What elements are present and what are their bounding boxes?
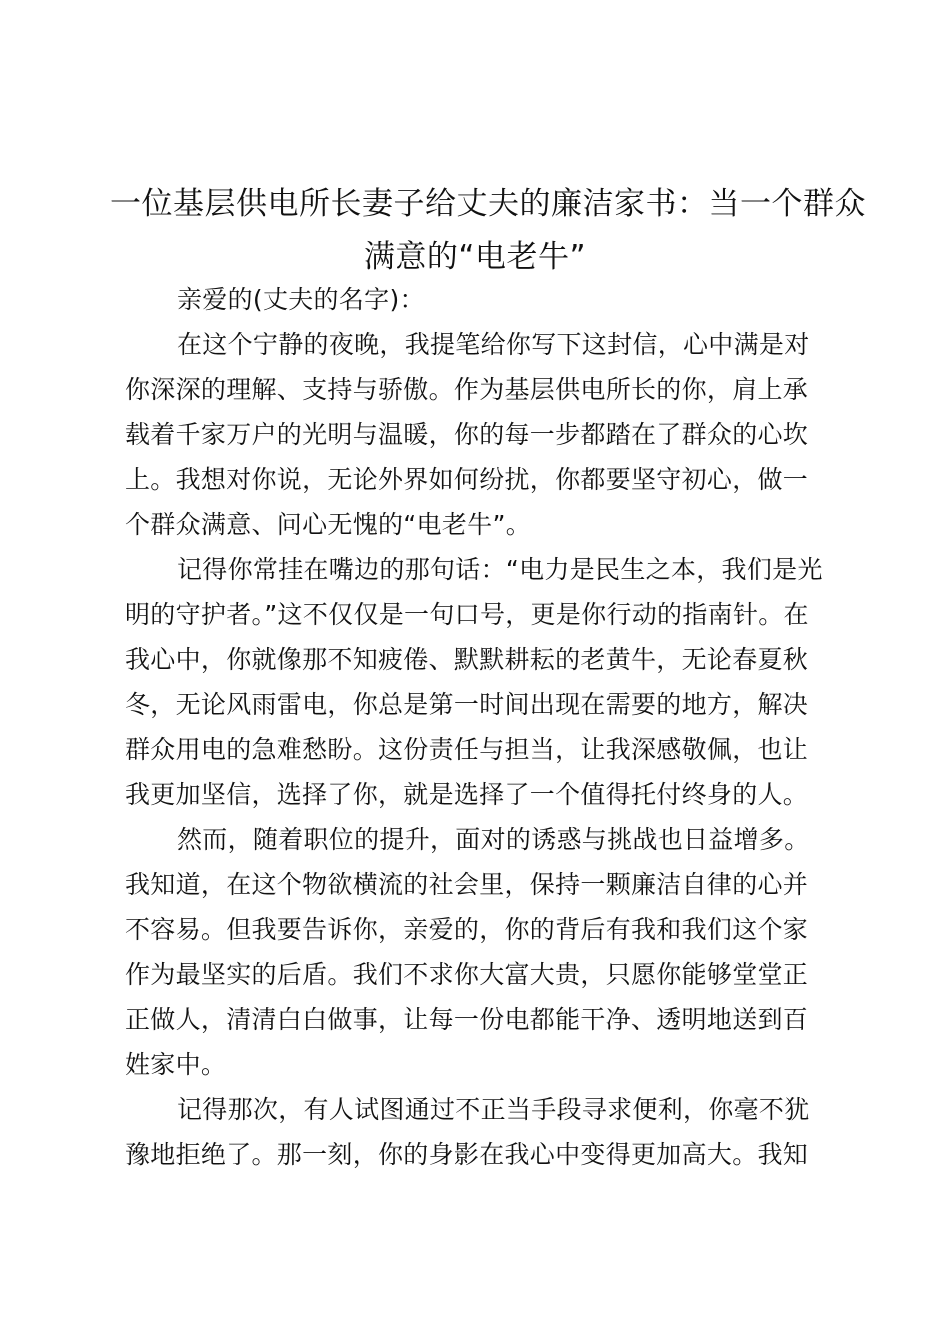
paragraph-line: 正做人，清清白白做事，让每一份电都能干净、透明地送到百 [125, 1005, 809, 1034]
paragraph-line: 群众用电的急难愁盼。这份责任与担当，让我深感敬佩，也让 [125, 735, 809, 764]
paragraph-line: 然而，随着职位的提升，面对的诱惑与挑战也日益增多。 [177, 825, 810, 854]
paragraph-line: 我心中，你就像那不知疲倦、默默耕耘的老黄牛，无论春夏秋 [125, 645, 809, 674]
paragraph-line: 我知道，在这个物欲横流的社会里，保持一颗廉洁自律的心并 [125, 870, 809, 899]
title-line: 一位基层供电所长妻子给丈夫的廉洁家书：当一个群众 [110, 186, 866, 222]
paragraph-line: 冬，无论风雨雷电，你总是第一时间出现在需要的地方，解决 [125, 690, 809, 719]
paragraph-line: 不容易。但我要告诉你，亲爱的，你的背后有我和我们这个家 [125, 915, 809, 944]
paragraph-line: 姓家中。 [125, 1050, 227, 1079]
paragraph-line: 记得你常挂在嘴边的那句话：“电力是民生之本，我们是光 [177, 555, 823, 584]
paragraph [125, 1087, 829, 1177]
paragraph-line: 个群众满意、问心无愧的“电老牛”。 [125, 510, 532, 539]
paragraph-line: 作为最坚实的后盾。我们不求你大富大贵，只愿你能够堂堂正 [125, 960, 809, 989]
title-line: 满意的“电老牛” [363, 239, 587, 275]
document-title [110, 178, 866, 284]
paragraph-line: 记得那次，有人试图通过不正当手段寻求便利，你毫不犹 [177, 1095, 810, 1124]
paragraph-line: 上。我想对你说，无论外界如何纷扰，你都要坚守初心，做一 [125, 465, 809, 494]
paragraph-line: 你深深的理解、支持与骄傲。作为基层供电所长的你，肩上承 [125, 375, 809, 404]
paragraph [125, 817, 829, 1087]
paragraph-line: 我更加坚信，选择了你，就是选择了一个值得托付终身的人。 [125, 780, 809, 809]
paragraph [125, 322, 829, 547]
paragraph-line: 明的守护者。”这不仅仅是一句口号，更是你行动的指南针。在 [125, 600, 809, 629]
paragraph-line: 在这个宁静的夜晚，我提笔给你写下这封信，心中满是对 [177, 330, 810, 359]
letter-body [125, 277, 829, 1177]
salutation: 亲爱的(丈夫的名字)： [177, 285, 425, 314]
paragraph [125, 547, 829, 817]
paragraph-line: 载着千家万户的光明与温暖，你的每一步都踏在了群众的心坎 [125, 420, 809, 449]
paragraph-line: 豫地拒绝了。那一刻，你的身影在我心中变得更加高大。我知 [125, 1140, 809, 1169]
